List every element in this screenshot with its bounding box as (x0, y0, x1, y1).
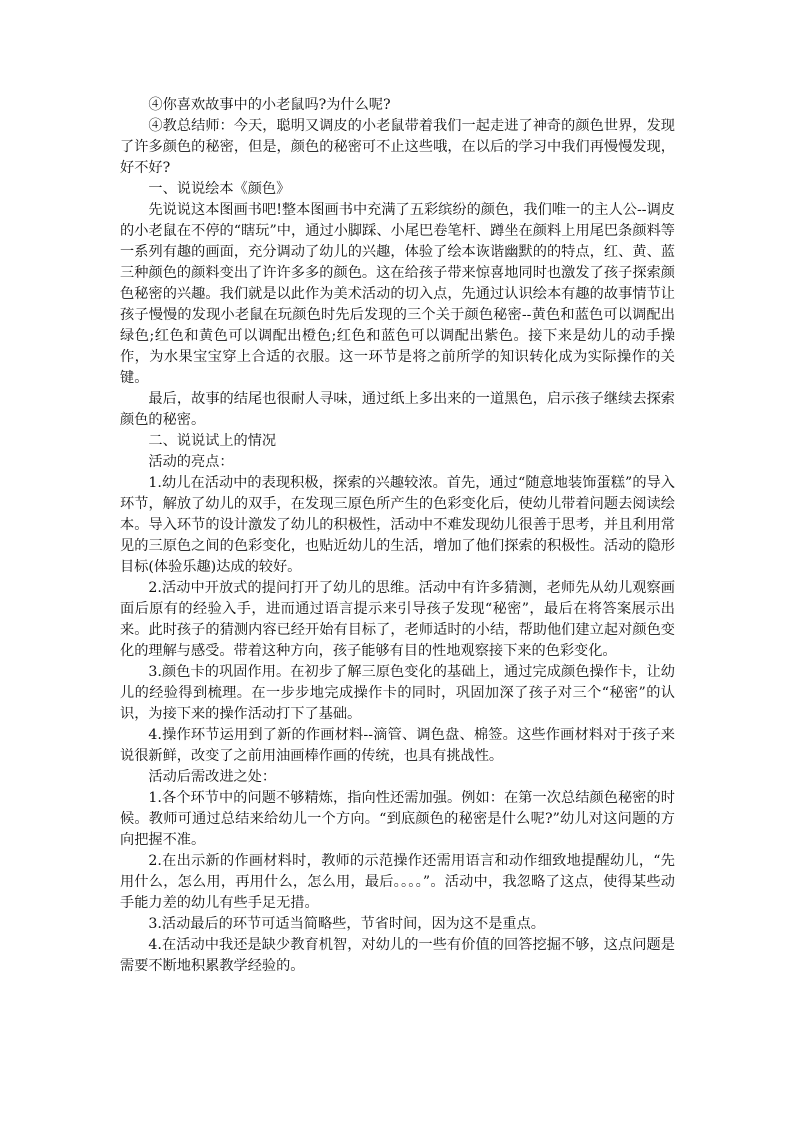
subheading-improvements: 活动后需改进之处： (148, 769, 277, 785)
paragraph-improvement-2: 2.在出示新的作画材料时，教师的示范操作还需用语言和动作细致地提醒幼儿，“先用什么，怎么用，再用什么，怎么用，最后。。。。”。活动中，我忽略了这点，使得某些动手能力差的幼儿有些手足无措。 (120, 853, 675, 911)
paragraph-highlight-4: 4.操作环节运用到了新的作画材料--滴管、调色盘、棉签。这些作画材料对于孩子来说很新鲜，改变了之前用油画棒作画的传统，也具有挑战性。 (120, 727, 675, 764)
paragraph-improvement-3: 3.活动最后的环节可适当简略些，节省时间，因为这不是重点。 (148, 916, 545, 932)
paragraph-story-ending: 最后，故事的结尾也很耐人寻味，通过纸上多出来的一道黑色，启示孩子继续去探索颜色的秘密。 (120, 391, 675, 428)
paragraph-improvement-1: 1.各个环节中的问题不够精炼，指向性还需加强。例如：在第一次总结颜色秘密的时候。教师可通过总结来给幼儿一个方向。“到底颜色的秘密是什么呢?”幼儿对这问题的方向把握不准。 (120, 790, 675, 848)
paragraph-improvement-4: 4.在活动中我还是缺少教育机智，对幼儿的一些有价值的回答挖掘不够，这点问题是需要不断地积累教学经验的。 (120, 937, 675, 974)
paragraph-highlight-3: 3.颜色卡的巩固作用。在初步了解三原色变化的基础上，通过完成颜色操作卡，让幼儿的经验得到梳理。在一步步地完成操作卡的同时，巩固加深了孩子对三个“秘密”的认识，为接下来的操作活动打下了基础。 (120, 664, 675, 722)
paragraph-highlight-1: 1.幼儿在活动中的表现积极，探索的兴趣较浓。首先，通过“随意地装饰蛋糕”的导入环节，解放了幼儿的双手，在发现三原色所产生的色彩变化后，使幼儿带着问题去阅读绘本。导入环节的设计激发了幼儿的积极性，活动中不难发现幼儿很善于思考，并且利用常见的三原色之间的色彩变化，也贴近幼儿的生活，增加了他们探索的积极性。活动的隐形目标(体验乐趣)达成的较好。 (120, 475, 675, 575)
paragraph-question: ④你喜欢故事中的小老鼠吗?为什么呢? (148, 97, 391, 113)
subheading-highlights: 活动的亮点： (148, 454, 234, 470)
section-heading-picture-book: 一、说说绘本《颜色》 (148, 181, 291, 197)
section-heading-trial-situation: 二、说说试上的情况 (148, 433, 277, 449)
paragraph-picture-book-intro: 先说说这本图画书吧!整本图画书中充满了五彩缤纷的颜色，我们唯一的主人公--调皮的小老鼠在不停的“瞎玩”中，通过小脚踩、小尾巴卷笔杆、蹲坐在颜料上用尾巴条颜料等一系列有趣的画面，充分调动了幼儿的兴趣，体验了绘本诙谐幽默的的特点，红、黄、蓝三种颜色的颜料变出了许许多多的颜色。这在给孩子带来惊喜地同时也激发了孩子探索颜色秘密的兴趣。我们就是以此作为美术活动的切入点，先通过认识绘本有趣的故事情节让孩子慢慢的发现小老鼠在玩颜色时先后发现的三个关于颜色秘密--黄色和蓝色可以调配出绿色;红色和黄色可以调配出橙色;红色和蓝色可以调配出紫色。接下来是幼儿的动手操作，为水果宝宝穿上合适的衣服。这一环节是将之前所学的知识转化成为实际操作的关键。 (120, 202, 675, 386)
paragraph-highlight-2: 2.活动中开放式的提问打开了幼儿的思维。活动中有许多猜测，老师先从幼儿观察画面后原有的经验入手，进而通过语言提示来引导孩子发现“秘密”，最后在将答案展示出来。此时孩子的猜测内容已经开始有目标了，老师适时的小结，帮助他们建立起对颜色变化的理解与感受。带着这种方向，孩子能够有目的性地观察接下来的色彩变化。 (120, 580, 675, 659)
paragraph-teacher-summary: ④教总结师：今天，聪明又调皮的小老鼠带着我们一起走进了神奇的颜色世界，发现了许多颜色的秘密，但是，颜色的秘密可不止这些哦，在以后的学习中我们再慢慢发现，好不好? (120, 118, 675, 176)
document-page (120, 95, 675, 977)
